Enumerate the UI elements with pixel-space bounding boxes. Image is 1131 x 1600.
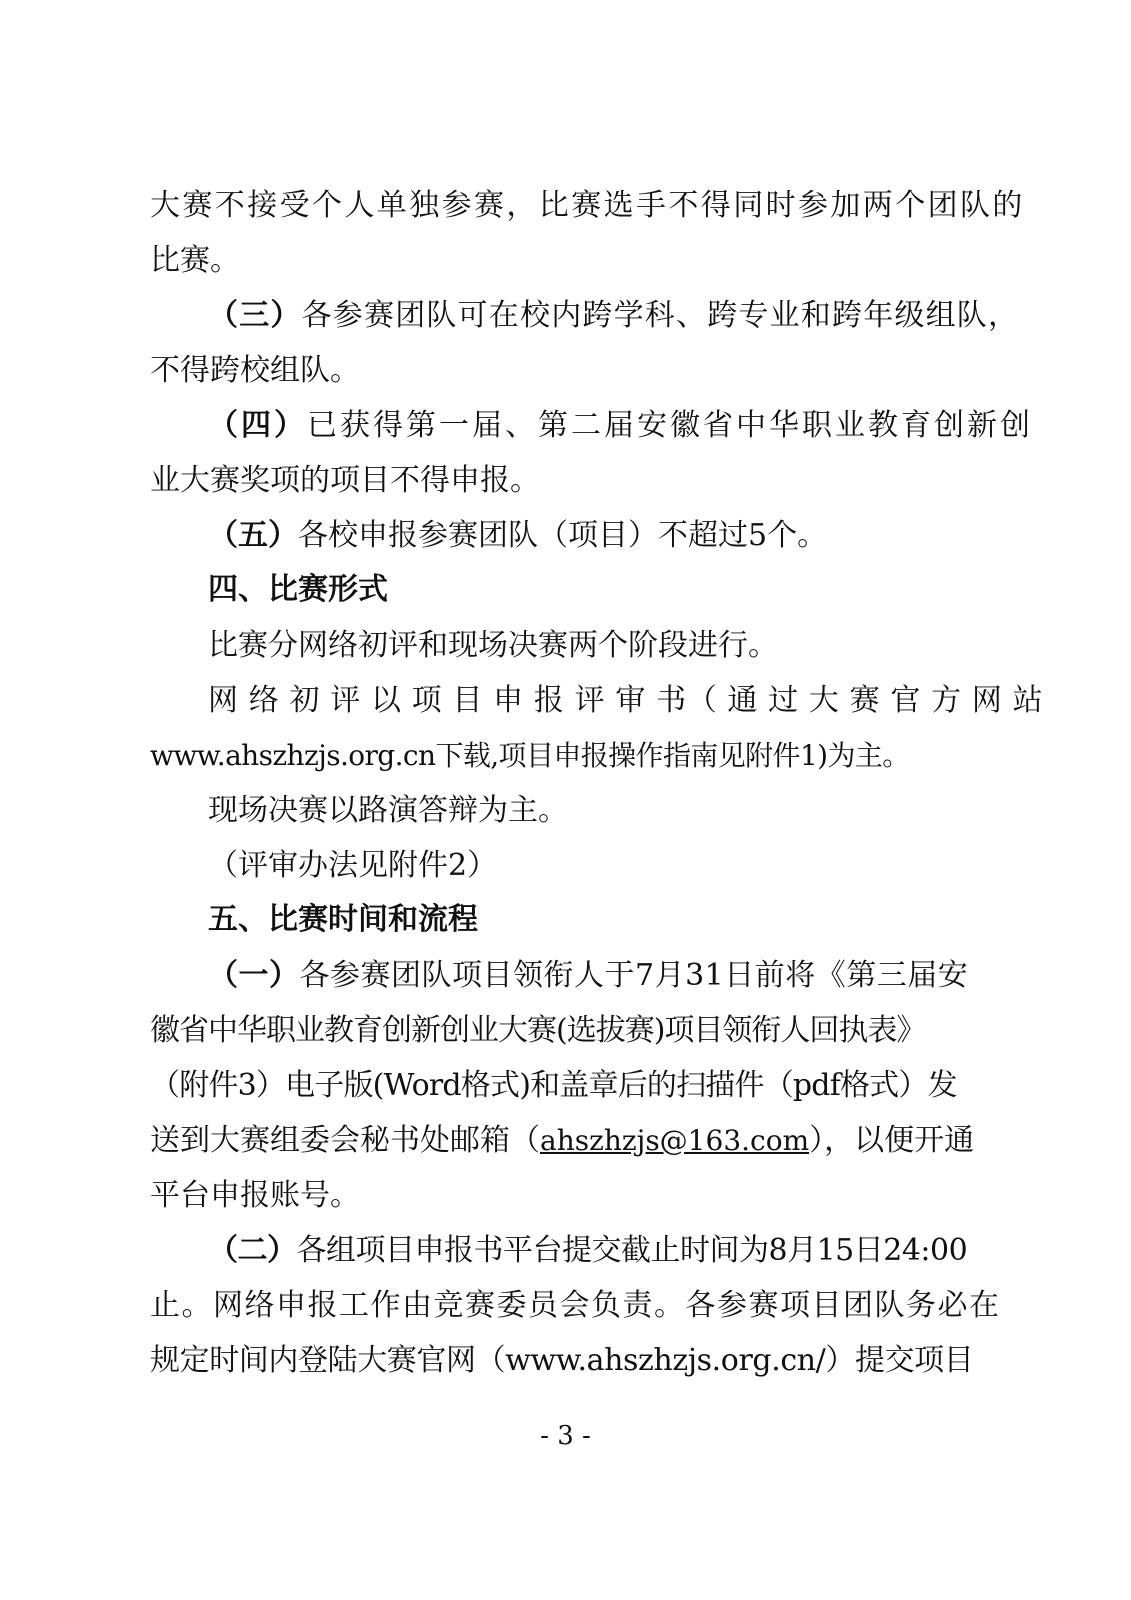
text-line-16 bbox=[150, 1011, 925, 1051]
text-line-1 bbox=[150, 186, 1025, 226]
text-line-9 bbox=[208, 626, 778, 666]
line-text: 送到大赛组委会秘书处邮箱（ bbox=[150, 1123, 540, 1158]
line-text: 止。网络申报工作由竞赛委员会负责。各参赛项目团队务必在 bbox=[150, 1288, 1001, 1323]
text-line-18 bbox=[150, 1121, 974, 1161]
line-text: （评审办法见附件2） bbox=[208, 848, 498, 883]
heading-text: 五、比赛时间和流程 bbox=[208, 902, 478, 937]
page-number: - 3 - bbox=[540, 1421, 591, 1451]
line-text: 徽省中华职业教育创新创业大赛(选拔赛)项目领衔人回执表》 bbox=[150, 1013, 926, 1048]
email-link[interactable]: ahszhzjs@163.com bbox=[540, 1124, 810, 1157]
line-text: 网 络 初 评 以 项 目 申 报 评 审 书（ 通 过 大 赛 官 方 网 站 bbox=[208, 683, 1044, 718]
line-text: 各校申报参赛团队（项目）不超过5个。 bbox=[298, 518, 828, 553]
line-text: www.ahszhzjs.org.cn下载,项目申报操作指南见附件1)为主。 bbox=[150, 739, 910, 772]
text-line-17 bbox=[150, 1066, 957, 1106]
line-text: 平台申报账号。 bbox=[150, 1178, 360, 1213]
line-text: 规定时间内登陆大赛官网（www.ahszhzjs.org.cn/）提交项目 bbox=[150, 1343, 974, 1378]
text-line-15 bbox=[208, 956, 968, 996]
text-line-7 bbox=[208, 516, 827, 556]
section-heading-5 bbox=[208, 900, 478, 940]
text-line-5 bbox=[208, 406, 1033, 446]
text-line-11 bbox=[150, 736, 910, 776]
text-line-20 bbox=[208, 1231, 967, 1271]
text-line-13 bbox=[208, 846, 497, 886]
section-heading-4 bbox=[208, 570, 388, 610]
item-label: （一） bbox=[208, 958, 300, 993]
text-line-22 bbox=[150, 1341, 973, 1381]
line-text: 已获得第一届、第二届安徽省中华职业教育创新创 bbox=[307, 408, 1033, 443]
text-line-2 bbox=[150, 241, 240, 281]
item-label: （三） bbox=[208, 298, 302, 333]
line-text: 大赛不接受个人单独参赛，比赛选手不得同时参加两个团队的 bbox=[150, 188, 1025, 223]
line-text: 各参赛团队可在校内跨学科、跨专业和跨年级组队， bbox=[301, 298, 1020, 333]
line-text: 现场决赛以路演答辩为主。 bbox=[208, 793, 568, 828]
line-text: 各参赛团队项目领衔人于7月31日前将《第三届安 bbox=[299, 958, 969, 993]
text-line-21 bbox=[150, 1286, 1001, 1326]
item-label: （五） bbox=[208, 518, 298, 553]
text-line-19 bbox=[150, 1176, 360, 1216]
line-text: 业大赛奖项的项目不得申报。 bbox=[150, 463, 540, 498]
line-text: 各组项目申报书平台提交截止时间为8月15日24:00 bbox=[296, 1233, 968, 1268]
text-line-3 bbox=[208, 296, 1019, 336]
item-label: （二） bbox=[208, 1233, 297, 1268]
text-line-6 bbox=[150, 461, 540, 501]
line-text: 比赛分网络初评和现场决赛两个阶段进行。 bbox=[208, 628, 778, 663]
item-label: （四） bbox=[208, 408, 307, 443]
line-text: 比赛。 bbox=[150, 243, 240, 278]
text-line-4 bbox=[150, 351, 360, 391]
line-text: 不得跨校组队。 bbox=[150, 353, 360, 388]
line-text-after: ），以便开通 bbox=[809, 1123, 975, 1158]
heading-text: 四、比赛形式 bbox=[208, 572, 388, 607]
line-text: （附件3）电子版(Word格式)和盖章后的扫描件（pdf格式）发 bbox=[150, 1068, 957, 1103]
text-line-10 bbox=[208, 681, 1043, 721]
text-line-12 bbox=[208, 791, 568, 831]
